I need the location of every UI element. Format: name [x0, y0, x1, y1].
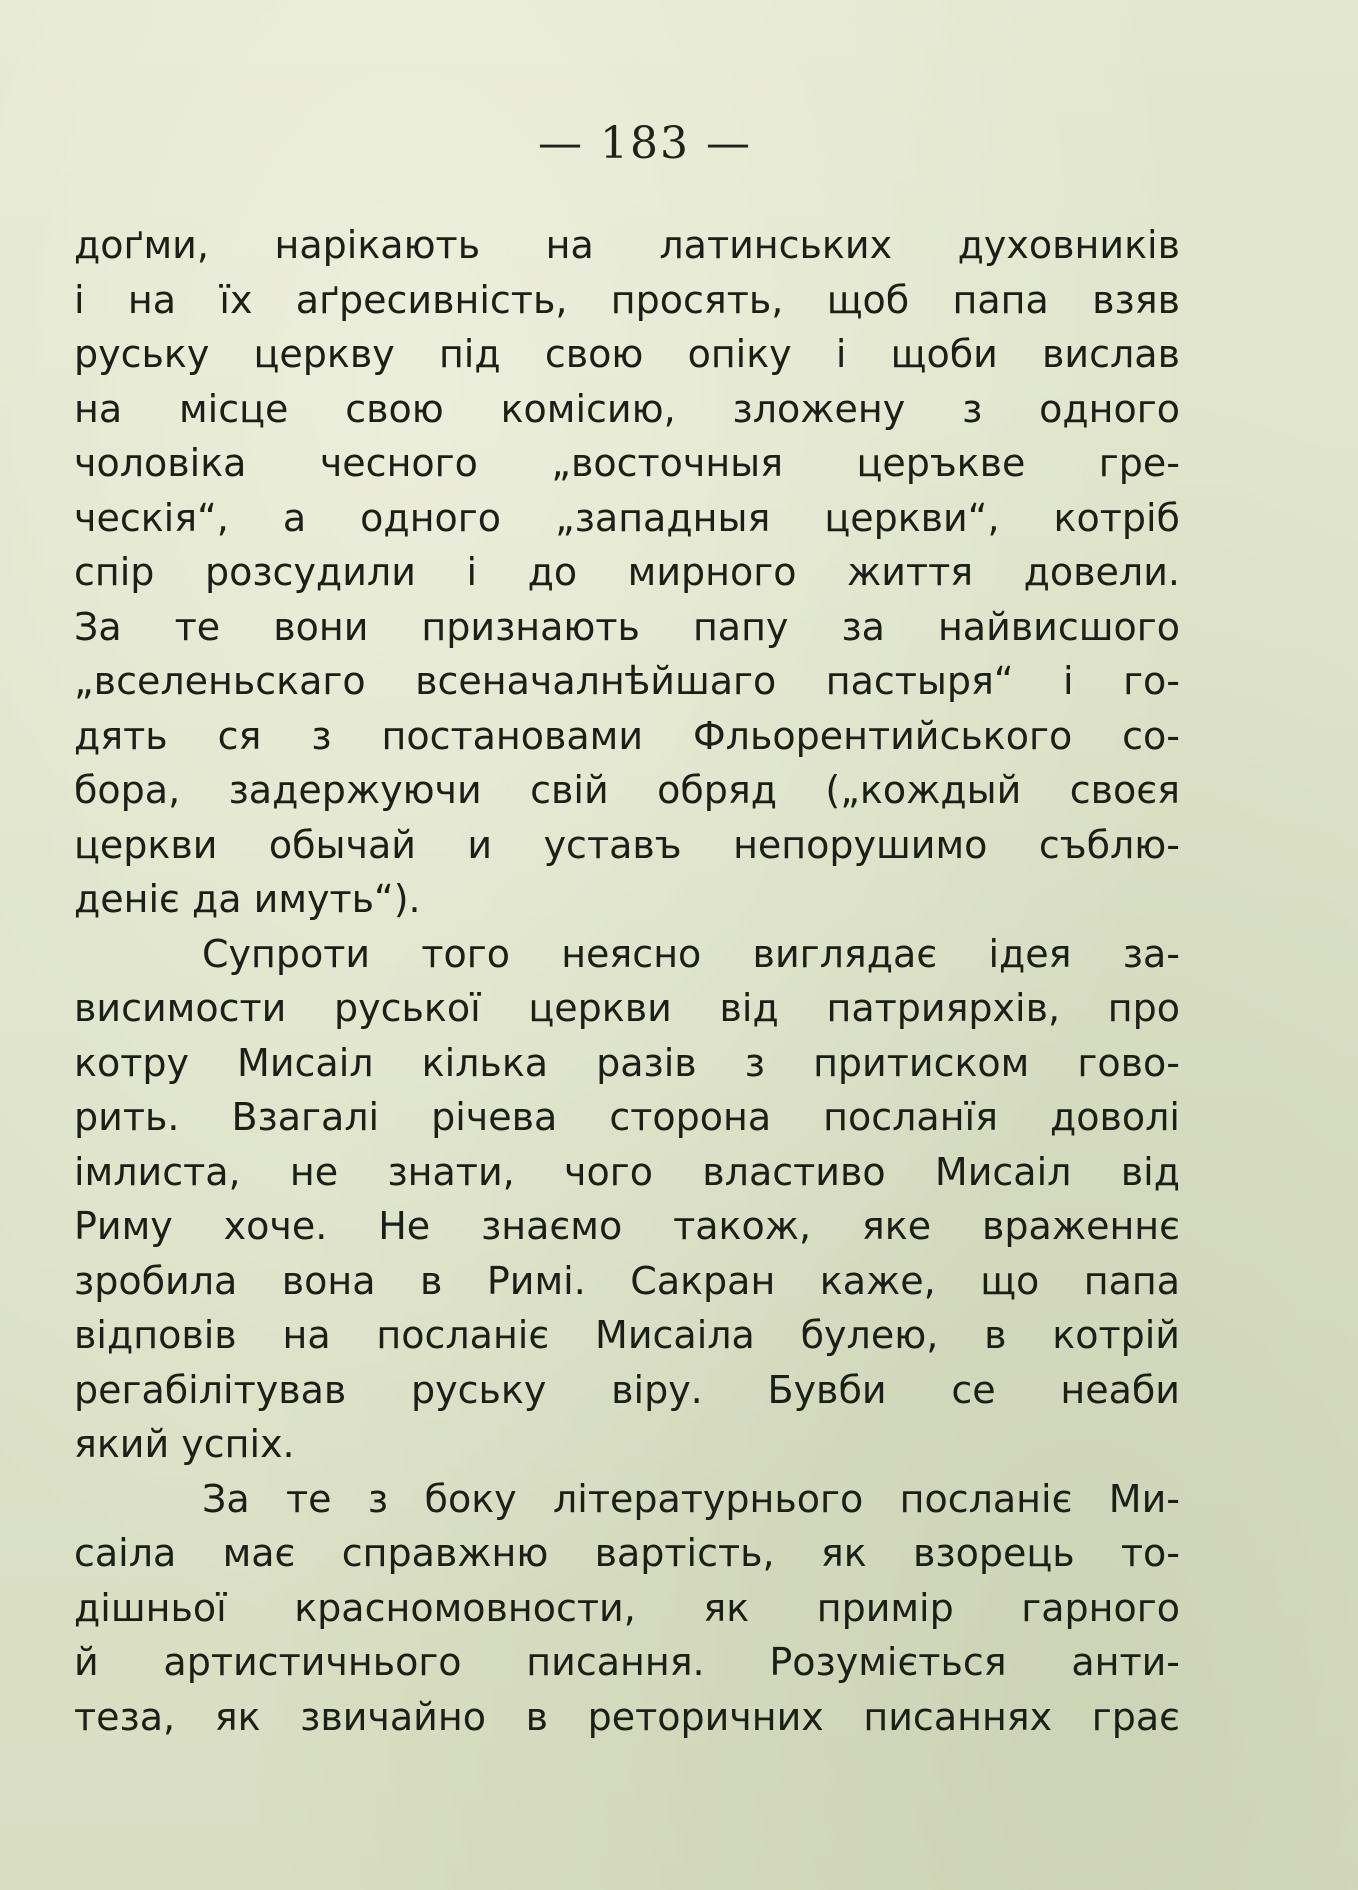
text-line: висимости руської церкви від патриярхів, про	[74, 986, 1180, 1030]
text-line: руську церкву під свою опіку і щоби вислав	[74, 332, 1180, 376]
text-line: ческія“, а одного „западныя церкви“, котріб	[74, 495, 1180, 540]
text-line: який успіх.	[74, 1422, 295, 1466]
text-line: теза, як звичайно в реторичних писаннях грає	[74, 1694, 1180, 1739]
paragraph-3	[74, 1472, 1180, 1745]
paragraph-1	[74, 218, 1180, 927]
text-line: відповів на посланіє Мисаіла булею, в котрій	[74, 1313, 1180, 1357]
text-line: регабілітував руську віру. Бувби се неаби	[74, 1367, 1180, 1412]
text-line: спір розсудили і до мирного життя довели.	[74, 550, 1180, 594]
text-line: церкви обычай и уставъ непорушимо съблю-	[74, 822, 1180, 867]
text-line: „вселеньскаго всеначалнѣйшаго пастыря“ і го-	[74, 659, 1180, 703]
text-line: рить. Взагалі річева сторона посланїя доволі	[74, 1095, 1180, 1139]
text-line: імлиста, не знати, чого властиво Мисаіл від	[74, 1149, 1180, 1194]
text-line: саіла має справжню вартість, як взорець то-	[74, 1531, 1180, 1575]
text-line: За те з боку літературнього посланіє Ми-	[202, 1476, 1180, 1521]
text-line: зробила вона в Римі. Сакран каже, що папа	[74, 1258, 1180, 1303]
text-line: на місце свою комісию, зложену з одного	[74, 386, 1180, 431]
text-line: деніє да имуть“).	[74, 877, 421, 921]
paragraph-2	[74, 927, 1180, 1472]
text-line: котру Мисаіл кілька разів з притиском гово-	[74, 1040, 1180, 1085]
text-line: дішньої красномовности, як примір гарного	[74, 1585, 1180, 1630]
text-line: Риму хоче. Не знаємо також, яке враженнє	[74, 1204, 1180, 1248]
text-line: доґми, нарікають на латинських духовників	[74, 223, 1180, 267]
text-line: чоловіка чесного „восточныя церъкве гре-	[74, 441, 1180, 485]
page-number: — 183 —	[538, 118, 752, 169]
text-line: і на їх аґресивність, просять, щоб папа взяв	[74, 277, 1180, 322]
text-line: дять ся з постановами Фльорентийського со-	[74, 713, 1180, 758]
text-line: Супроти того неясно виглядає ідея за-	[202, 931, 1180, 976]
text-line: За те вони признають папу за найвисшого	[74, 604, 1180, 649]
body-text	[74, 218, 1180, 1744]
text-line: бора, задержуючи свій обряд („кождый своєя	[74, 768, 1180, 812]
text-line: й артистичнього писання. Розуміється анти-	[74, 1640, 1180, 1684]
